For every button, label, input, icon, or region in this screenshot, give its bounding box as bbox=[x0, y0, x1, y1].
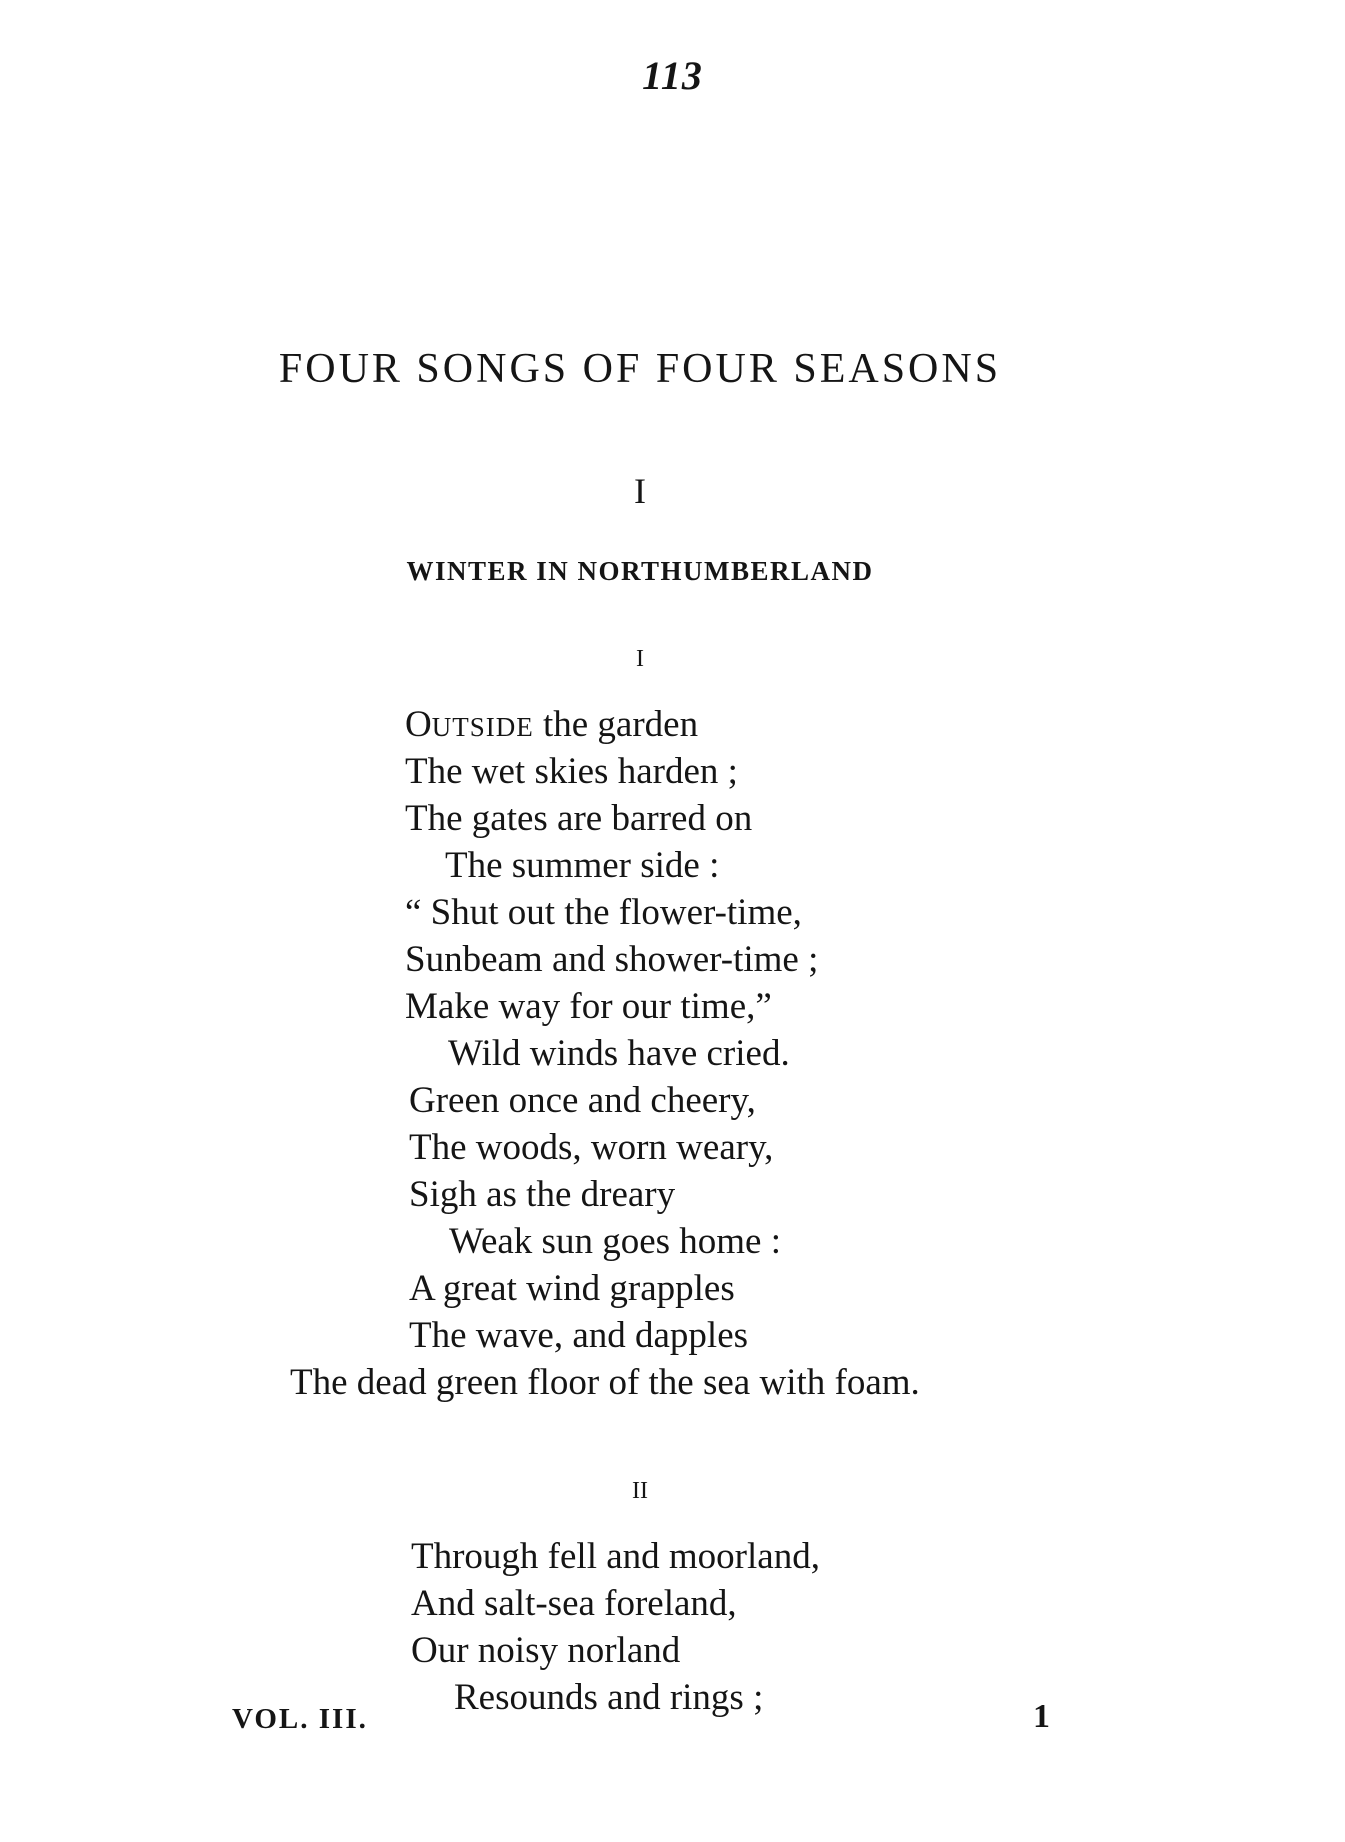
verse-line-text: the garden bbox=[533, 704, 699, 745]
verse-line: Sunbeam and shower-time ; bbox=[405, 939, 819, 980]
verse-line: The wave, and dapples bbox=[409, 1315, 749, 1356]
verse-line: Sigh as the dreary bbox=[409, 1174, 676, 1215]
part-numeral: I bbox=[634, 471, 646, 511]
verse-line: “ Shut out the flower-time, bbox=[405, 892, 802, 933]
verse-line: Wild winds have cried. bbox=[448, 1033, 790, 1074]
drop-initial: O bbox=[405, 704, 432, 745]
stanza-number: II bbox=[632, 1478, 648, 1504]
verse-line: Our noisy norland bbox=[411, 1630, 681, 1671]
verse-line: Weak sun goes home : bbox=[449, 1221, 782, 1262]
verse-line: Make way for our time,” bbox=[405, 986, 772, 1027]
verse-line: The woods, worn weary, bbox=[409, 1127, 774, 1168]
verse-line: The summer side : bbox=[445, 845, 720, 886]
verse-line: The wet skies harden ; bbox=[405, 751, 738, 792]
sheet-number: 1 bbox=[1033, 1698, 1050, 1735]
poem-title: FOUR SONGS OF FOUR SEASONS bbox=[278, 346, 1002, 392]
verse-line: The dead green floor of the sea with foam. bbox=[290, 1362, 920, 1403]
signature-mark: VOL. III. bbox=[232, 1703, 368, 1735]
small-caps-word: UTSIDE bbox=[431, 712, 534, 742]
stanza-number: I bbox=[636, 646, 644, 672]
verse-line: A great wind grapples bbox=[409, 1268, 735, 1309]
verse-line: Resounds and rings ; bbox=[454, 1677, 764, 1718]
verse-line bbox=[405, 703, 698, 749]
verse-line: Green once and cheery, bbox=[409, 1080, 756, 1121]
part-subtitle: WINTER IN NORTHUMBERLAND bbox=[406, 556, 874, 586]
verse-line: The gates are barred on bbox=[405, 798, 753, 839]
verse-line: And salt-sea foreland, bbox=[411, 1583, 737, 1624]
verse-line: Through fell and moorland, bbox=[411, 1536, 820, 1577]
page-number: 113 bbox=[642, 53, 703, 98]
